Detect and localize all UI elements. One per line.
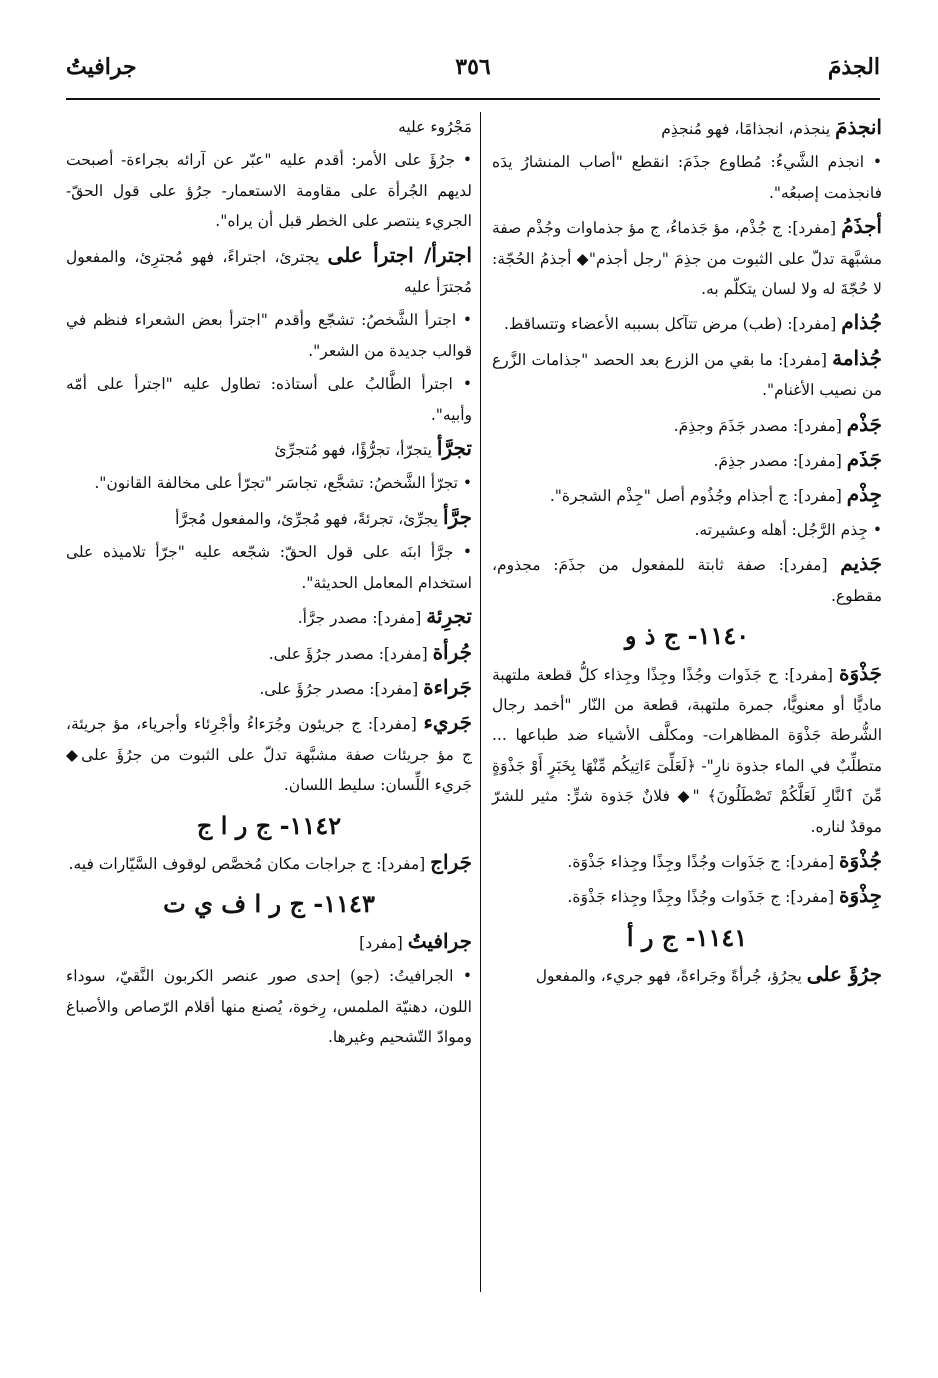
dictionary-entry [492,479,882,511]
dictionary-entry [492,959,882,991]
dictionary-entry [66,926,472,958]
definition-text: يجترئ، اجتراءً، فهو مُجترِئ، والمفعول مُجترَأ عليه [66,247,472,297]
headword: جَراج [430,849,472,874]
headword: جَريء [423,710,472,735]
root-heading: ١١٤٠- ج ذ و [624,621,750,651]
right-column [492,112,882,995]
definition-text: • اجترأ الطَّالبُ على أستاذه: تطاول عليه "اجترأ على أمّه وأبيه". [66,375,472,424]
definition-text: • جرَّأ ابنَه على قول الحقّ: شجّعه عليه "جرّأ تلاميذه على استخدام المعامل الحديثة". [66,543,472,592]
headword: جَذْم [846,411,882,436]
headword: تجرَّأ [436,436,472,461]
definition-text: [مفرد]: مصدر جَذَمَ وجذِمَ. [673,416,842,435]
definition-text: [مفرد]: ج جَذَوات وجُذًا وجِذًا وجِذاء جَذْوَة. [567,852,835,871]
headword: جرُؤَ على [806,962,882,987]
headword: اجترأ/ اجترأ على [327,242,472,267]
definition-text: [مفرد]: مصدر جذِمَ. [713,452,842,471]
headword: جَذْوَة [839,660,882,685]
definition-text: [مفرد]: ج جُذْم، مؤ جَذماءُ، ج مؤ جذماوات وجُذْم صفة مشبَّهة تدلّ على الثبوت من جذِمَ "رجل أجذم"◆ أجذمُ الحُجّة: لا حُجّةَ له ولا لسان يتكلّم به. [492,219,882,299]
root-heading: ١١٤١- ج ر أ [626,922,748,952]
root-heading: ١١٤٢- ج ر ا ج [196,810,342,840]
page-number: ٣٥٦ [455,54,491,80]
dictionary-entry [492,147,882,208]
headword: جُذْوَة [839,847,882,872]
dictionary-entry [492,211,882,304]
dictionary-entry [492,845,882,877]
dictionary-entry [66,145,472,236]
dictionary-entry [492,343,882,406]
definition-text: • تجرّأ الشَّخصُ: تشجَّع، تجاسَر "تجرّأ على مخالفة القانون". [94,474,472,493]
dictionary-entry [66,502,472,534]
dictionary-entry [492,515,882,545]
definition-text: [مفرد]: مصدر جرُؤَ على. [268,644,428,663]
definition-text: [مفرد]: ما بقي من الزرع بعد الحصد "جذامات الزَّرع من نصيب الأغنام". [492,350,882,400]
definition-text: [مفرد] [359,933,403,952]
definition-text: [مفرد]: ج جريئون وجُرَءاءُ وأجْرِئاء وأجرياء، مؤ جريئة، ج مؤ جريئات صفة مشبَّهة تدلّ على الثبوت من جرُؤَ على◆ جَريء اللِّسان: سليط اللسان. [66,715,472,795]
definition-text: [مفرد]: ج جَذَوات وجُذًا وجِذًا وجِذاء جَذْوَة. [567,888,835,907]
dictionary-entry [492,658,882,842]
headword: أجذَمُ [841,214,882,239]
dictionary-entry [66,305,472,366]
headword: انجذمَ [835,115,882,139]
definition-text: • اجترأ الشَّخصُ: تشجّع وأقدم "اجترأ بعض الشعراء فنظم في قوالب جديدة من الشعر". [66,311,472,360]
headword: جِذْوَة [839,883,882,908]
dictionary-entry [66,433,472,465]
dictionary-entry [492,444,882,476]
definition-text: [مفرد]: مصدر جرُؤَ على. [259,679,419,698]
dictionary-entry [66,537,472,598]
dictionary-entry [66,112,472,142]
column-divider [480,112,481,1292]
dictionary-entry [66,637,472,669]
headword: جرَّأ [443,504,472,529]
dictionary-entry [492,409,882,441]
left-column [66,112,472,1055]
definition-text: [مفرد]: ج جَذَوات وجُذًا وجِذًا وجِذاء كلُّ قطعة ملتهبة ماديًّا أو معنويًّا، جمرة ملتهبة، قطعة من النّار "أخمد رجال الشُّرطة جَذْوَة المظاهرات- ومكلَّف الأشياء ضد طباعها ... متطلِّبٌ في الماء جذوة نارِ"- ﴿لَعَلِّىٓ ءَاتِيكُم مِّنْهَا بِخَبَرٍ أَوْ جَذْوَةٍ مِّنَ ٱلنَّارِ لَعَلَّكُمْ تَصْطَلُونَ﴾ "◆ فلانٌ جَذوة شرٍّ: مثير للشرّ موقدٌ لناره. [492,665,882,836]
header-rule [66,98,880,100]
dictionary-entry [66,601,472,633]
headword: تجرِئة [426,604,472,629]
definition-text: • جرُؤَ على الأمر: أقدم عليه "عبّر عن آرائه بجراءة- أصبحت لديهم الجُرأة على مقاومة الاستعمار- جرُؤ على قول الحقّ- الجريء ينتصر على الخطر قبل أن يراه". [66,151,472,231]
dictionary-entry [66,847,472,879]
definition-text: [مفرد]: مصدر جرَّأ. [297,609,422,628]
definition-text: ينجذم، انجذامًا، فهو مُنجذِم [661,120,831,138]
dictionary-entry [66,240,472,303]
headword: جُذام [841,310,882,335]
definition-text: • الجرافيتُ: (جو) إحدى صور عنصر الكربون النَّقيّ، سوداء اللون، دهنيّة الملمس، رِخوة، يُصنع منها أقلام الرّصاص والأصباغ وموادّ التّشحيم وغيرها. [66,967,472,1046]
dictionary-entry [492,548,882,611]
dictionary-entry [492,112,882,144]
definition-text: • انجذم الشَّيءُ: مُطاوع جذَمَ: انقطع "أصاب المنشارُ يدَه فانجذمت إصبعُه". [492,153,882,202]
definition-text: [مفرد]: ج جراجات مكان مُخصَّص لوقوف السَّيّارات فيه. [68,854,426,873]
definition-text: [مفرد]: صفة ثابتة للمفعول من جذَمَ: مجذوم، مقطوع. [492,556,882,605]
dictionary-entry [492,880,882,912]
root-heading: ١١٤٣- ج ر ا ف ي ت [163,889,375,919]
dictionary-entry [66,961,472,1052]
definition-text: يتجرّأ، تجرُّؤًا، فهو مُتجرِّئ [274,441,432,460]
headword: جَراءة [423,674,472,699]
definition-text: يجرُؤ، جُرأةً وجَراءةً، فهو جريء، والمفعول [535,967,802,986]
dictionary-entry [66,707,472,800]
header-guide-word-right: الجذمَ [827,54,880,80]
header-guide-word-left: جرافيتُ [66,54,137,80]
headword: جَذيم [840,551,882,576]
definition-text: مَجْرُوء عليه [398,118,472,136]
headword: جُذامة [832,345,882,370]
headword: جرافيتُ [407,928,472,953]
definition-text: [مفرد]: ج أجذام وجُذُوم أصل "جِذْم الشجرة". [549,487,842,506]
headword: جَذَم [846,447,882,472]
page-header [66,54,880,90]
dictionary-entry [492,307,882,339]
headword: جُرأة [432,639,472,664]
headword: جِذْم [846,482,882,507]
definition-text: يجرِّئ، تجرئةً، فهو مُجرِّئ، والمفعول مُجرَّأ [175,509,439,528]
dictionary-entry [66,369,472,430]
definition-text: [مفرد]: (طب) مرض تتآكل بسببه الأعضاء وتتساقط. [503,315,837,334]
dictionary-entry [66,468,472,498]
dictionary-entry [66,672,472,704]
definition-text: • جِذم الرَّجُل: أهله وعشيرته. [694,520,882,539]
